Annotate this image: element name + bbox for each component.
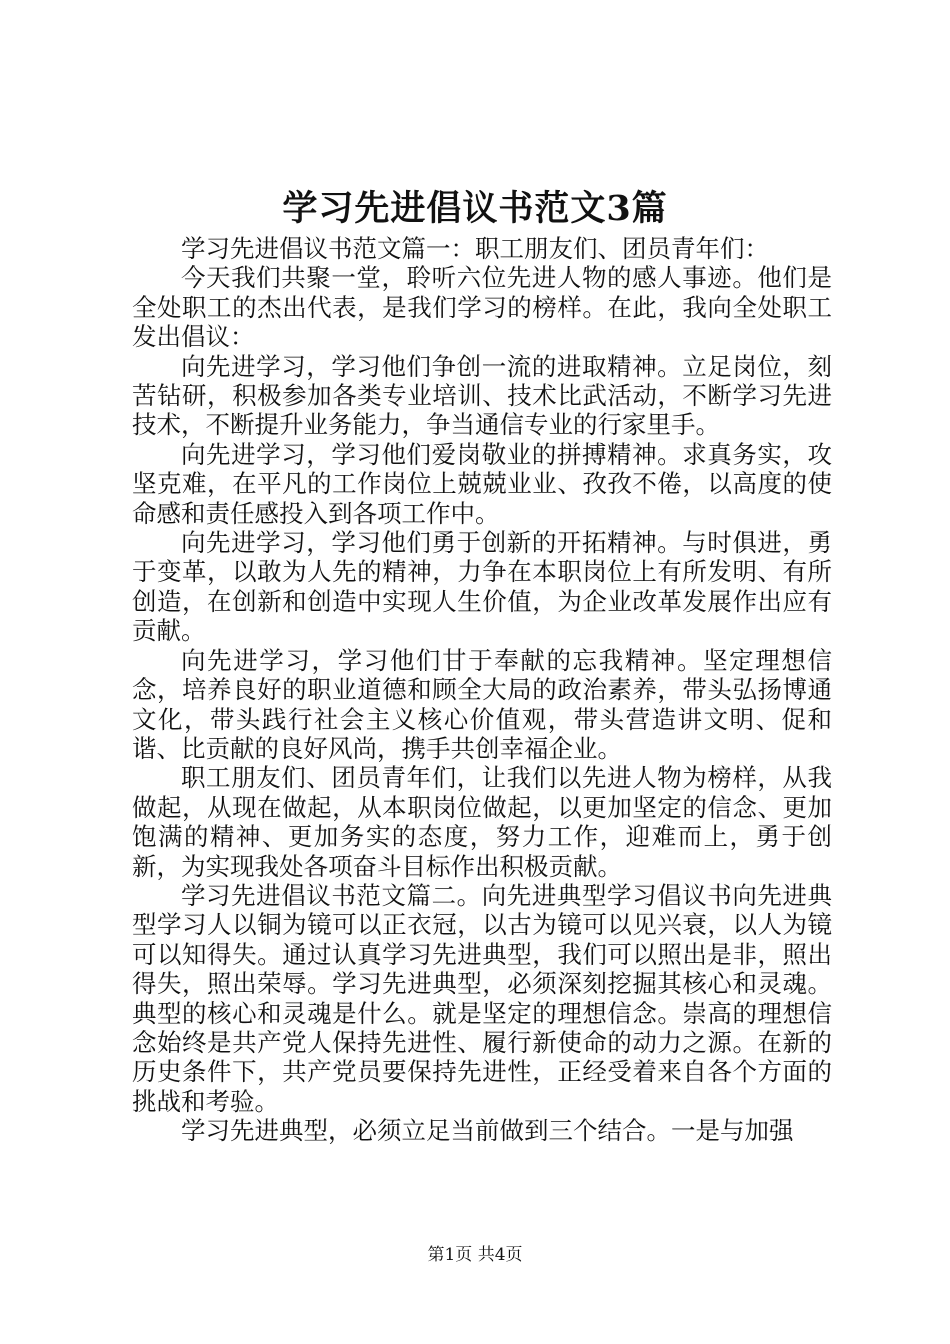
paragraph: 职工朋友们、团员青年们，让我们以先进人物为榜样，从我做起，从现在做起，从本职岗位做起，以更加坚定的信念、更加饱满的精神、更加务实的态度，努力工作，迎难而上，勇于创新，为实现我处各项奋斗目标作出积极贡献。 — [132, 763, 832, 881]
paragraph: 学习先进倡议书范文篇二。向先进典型学习倡议书向先进典型学习人以铜为镜可以正衣冠，以古为镜可以见兴衰，以人为镜可以知得失。通过认真学习先进典型，我们可以照出是非，照出得失，照出荣辱。学习先进典型，必须深刻挖掘其核心和灵魂。典型的核心和灵魂是什么。就是坚定的理想信念。崇高的理想信念始终是共产党人保持先进性、履行新使命的动力之源。在新的历史条件下，共产党员要保持先进性，正经受着来自各个方面的挑战和考验。 — [132, 880, 832, 1116]
page-number-footer: 第1页 共4页 — [427, 1245, 523, 1265]
paragraph: 向先进学习，学习他们爱岗敬业的拼搏精神。求真务实，攻坚克难，在平凡的工作岗位上兢兢业业、孜孜不倦，以高度的使命感和责任感投入到各项工作中。 — [132, 439, 832, 528]
paragraph: 向先进学习，学习他们争创一流的进取精神。立足岗位，刻苦钻研，积极参加各类专业培训、技术比武活动，不断学习先进技术，不断提升业务能力，争当通信专业的行家里手。 — [132, 351, 832, 440]
paragraph: 向先进学习，学习他们甘于奉献的忘我精神。坚定理想信念，培养良好的职业道德和顾全大局的政治素养，带头弘扬博通文化，带头践行社会主义核心价值观，带头营造讲文明、促和谐、比贡献的良好风尚，携手共创幸福企业。 — [132, 645, 832, 763]
paragraph: 向先进学习，学习他们勇于创新的开拓精神。与时俱进，勇于变革，以敢为人先的精神，力争在本职岗位上有所发明、有所创造，在创新和创造中实现人生价值，为企业改革发展作出应有贡献。 — [132, 528, 832, 646]
paragraph: 学习先进典型，必须立足当前做到三个结合。一是与加强 — [181, 1116, 794, 1146]
document-body — [132, 234, 832, 1146]
paragraph: 学习先进倡议书范文篇一：职工朋友们、团员青年们： — [181, 234, 769, 263]
paragraph: 今天我们共聚一堂，聆听六位先进人物的感人事迹。他们是全处职工的杰出代表，是我们学习的榜样。在此，我向全处职工发出倡议： — [132, 263, 832, 352]
document-title: 学习先进倡议书范文3篇 — [282, 188, 668, 229]
